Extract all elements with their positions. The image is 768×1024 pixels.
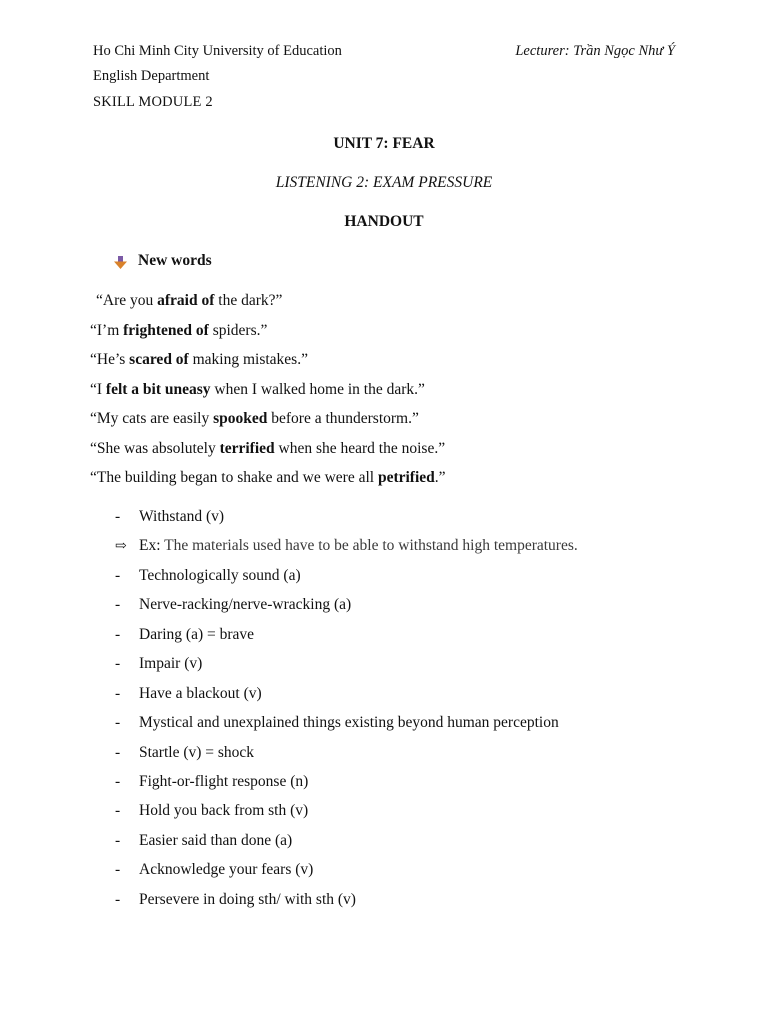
dash-bullet: - bbox=[115, 831, 121, 849]
dash-bullet: - bbox=[115, 596, 121, 614]
vocab-item bbox=[115, 506, 578, 535]
lesson-title: LISTENING 2: EXAM PRESSURE bbox=[275, 174, 493, 191]
new-words-heading bbox=[114, 252, 212, 270]
vocab-item bbox=[115, 800, 578, 829]
highlighted-phrase: afraid of bbox=[157, 292, 215, 309]
example-sentence bbox=[90, 349, 446, 379]
highlighted-phrase: petrified bbox=[377, 469, 435, 486]
sentence-text: when I walked home in the dark.” bbox=[210, 380, 425, 398]
unit-title: UNIT 7: FEAR bbox=[333, 135, 435, 152]
highlighted-phrase: spooked bbox=[213, 410, 268, 427]
highlighted-phrase: frightened of bbox=[123, 321, 209, 339]
dash-bullet: - bbox=[115, 655, 121, 673]
sentence-text: the dark?” bbox=[214, 292, 283, 309]
example-text: The materials used have to be able to withstand high temperatures. bbox=[160, 537, 578, 555]
vocab-item bbox=[115, 565, 578, 594]
vocab-term: Acknowledge your fears (v) bbox=[139, 861, 314, 879]
vocab-term: Technologically sound (a) bbox=[139, 566, 301, 584]
vocab-item bbox=[115, 742, 578, 771]
sentence-text: “My cats are easily bbox=[90, 410, 214, 427]
dash-bullet: - bbox=[115, 684, 121, 702]
vocab-item bbox=[115, 683, 578, 712]
lecturer-name: Lecturer: Trần Ngọc Như Ý bbox=[515, 43, 675, 59]
vocabulary-list bbox=[115, 506, 578, 918]
down-arrow-bullet-icon bbox=[114, 256, 127, 269]
dash-bullet: - bbox=[115, 625, 121, 643]
dash-bullet: - bbox=[115, 714, 121, 732]
department-name: English Department bbox=[93, 68, 210, 84]
vocab-item bbox=[115, 712, 578, 741]
vocab-item bbox=[115, 889, 578, 918]
sentence-text: when she heard the noise.” bbox=[274, 439, 446, 457]
dash-bullet: - bbox=[115, 743, 121, 761]
vocab-item bbox=[115, 859, 578, 888]
example-sentence bbox=[90, 408, 446, 438]
sentence-text: .” bbox=[434, 469, 446, 486]
dash-bullet: - bbox=[115, 861, 121, 879]
vocab-term: Startle (v) = shock bbox=[139, 743, 255, 761]
vocab-term: Daring (a) = brave bbox=[139, 625, 255, 643]
sentence-text: before a thunderstorm.” bbox=[267, 410, 419, 427]
vocab-term: Have a blackout (v) bbox=[139, 684, 262, 702]
dash-bullet: - bbox=[115, 508, 121, 525]
highlighted-phrase: scared of bbox=[129, 351, 189, 368]
sentence-text: “I bbox=[90, 380, 106, 398]
sentence-text: “She was absolutely bbox=[90, 439, 220, 457]
vocab-term: Impair (v) bbox=[139, 655, 203, 673]
module-name: SKILL MODULE 2 bbox=[93, 94, 213, 110]
vocab-term: Fight-or-flight response (n) bbox=[139, 772, 309, 790]
vocab-term: Hold you back from sth (v) bbox=[139, 802, 309, 820]
dash-bullet: - bbox=[115, 802, 121, 820]
sentence-text: “The building began to shake and we were all bbox=[90, 469, 378, 486]
example-sentence bbox=[90, 379, 446, 409]
example-sentence-list bbox=[90, 290, 446, 497]
sentence-text: spiders.” bbox=[208, 321, 268, 339]
example-sentence bbox=[90, 320, 446, 350]
vocab-term: Withstand (v) bbox=[139, 508, 225, 525]
sentence-text: making mistakes.” bbox=[188, 351, 308, 368]
example-label: Ex: bbox=[139, 537, 161, 555]
hollow-arrow-icon: ⇨ bbox=[115, 539, 127, 555]
example-sentence bbox=[90, 438, 446, 468]
vocab-item bbox=[115, 771, 578, 800]
vocab-term: Mystical and unexplained things existing beyond human perception bbox=[139, 714, 559, 732]
vocab-term: Nerve-racking/nerve-wracking (a) bbox=[139, 596, 352, 614]
example-line bbox=[115, 535, 578, 564]
vocab-term: Easier said than done (a) bbox=[139, 831, 293, 849]
dash-bullet: - bbox=[115, 566, 121, 584]
university-name: Ho Chi Minh City University of Education bbox=[93, 43, 342, 59]
handout-heading: HANDOUT bbox=[344, 213, 424, 230]
example-sentence bbox=[90, 290, 446, 320]
example-sentence bbox=[90, 467, 446, 497]
vocab-item bbox=[115, 624, 578, 653]
sentence-text: “He’s bbox=[90, 351, 130, 368]
vocab-item bbox=[115, 653, 578, 682]
dash-bullet: - bbox=[115, 772, 121, 790]
sentence-text: “I’m bbox=[90, 321, 124, 339]
vocab-item bbox=[115, 594, 578, 623]
dash-bullet: - bbox=[115, 890, 121, 908]
vocab-term: Persevere in doing sth/ with sth (v) bbox=[139, 890, 356, 908]
highlighted-phrase: terrified bbox=[219, 439, 275, 457]
new-words-label: New words bbox=[138, 252, 212, 269]
vocab-item bbox=[115, 830, 578, 859]
sentence-text: “Are you bbox=[96, 292, 158, 309]
highlighted-phrase: felt a bit uneasy bbox=[105, 380, 211, 398]
